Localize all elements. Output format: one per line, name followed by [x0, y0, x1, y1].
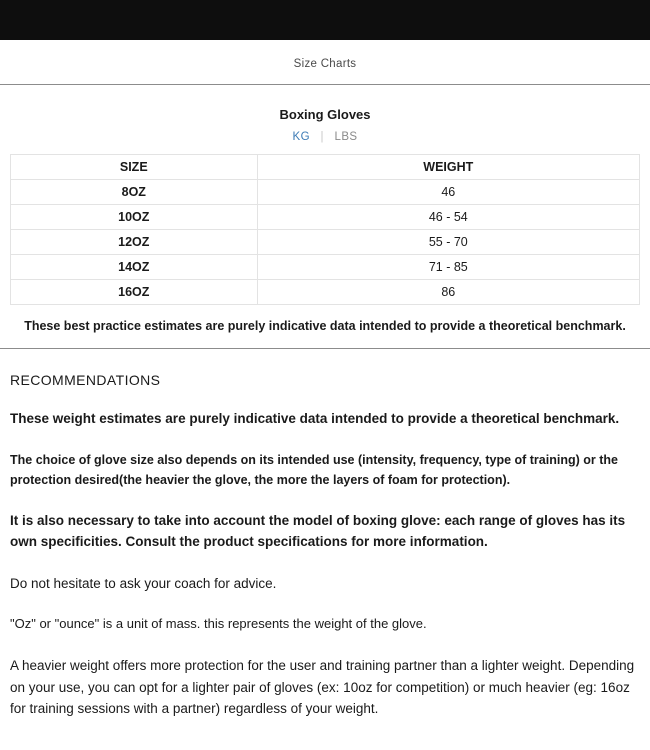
weight-value: 55 - 70 — [257, 230, 639, 255]
table-row — [11, 205, 640, 230]
table-header-row — [11, 155, 640, 180]
table-row — [11, 230, 640, 255]
weight-value: 71 - 85 — [257, 255, 639, 280]
unit-toggle — [0, 131, 650, 143]
column-header-weight: WEIGHT — [257, 155, 639, 180]
recommendation-paragraph: A heavier weight offers more protection for the user and training partner than a lighter weight. Depending on your use, you can opt for a lighter pair of gloves (ex: 10oz for competition) or much heavier (eg: 16oz for training sessions with a partner) regardless of your weight. — [10, 658, 635, 717]
size-value: 8OZ — [11, 180, 258, 205]
chart-title: Boxing Gloves — [279, 107, 371, 122]
column-header-size: SIZE — [11, 155, 258, 180]
weight-value: 46 - 54 — [257, 205, 639, 230]
size-value: 10OZ — [11, 205, 258, 230]
table-row — [11, 180, 640, 205]
table-row — [11, 280, 640, 305]
recommendations-heading: RECOMMENDATIONS — [10, 372, 161, 388]
weight-value: 86 — [257, 280, 639, 305]
recommendation-paragraph: Do not hesitate to ask your coach for advice. — [10, 575, 277, 591]
size-value: 16OZ — [11, 280, 258, 305]
table-row — [11, 255, 640, 280]
recommendations-section — [0, 372, 650, 720]
recommendation-paragraph: The choice of glove size also depends on its intended use (intensity, frequency, type of training) or the protection desired(the heavier the glove, the more the layers of foam for protection). — [10, 452, 618, 487]
size-value: 12OZ — [11, 230, 258, 255]
table-disclaimer-note: These best practice estimates are purely indicative data intended to provide a theoretical benchmark. — [24, 319, 626, 333]
unit-lbs-button[interactable]: LBS — [334, 131, 358, 143]
top-black-bar — [0, 0, 650, 40]
section-divider — [0, 348, 650, 349]
size-chart-table — [10, 154, 640, 305]
weight-value: 46 — [257, 180, 639, 205]
size-value: 14OZ — [11, 255, 258, 280]
recommendation-paragraph: These weight estimates are purely indicative data intended to provide a theoretical benchmark. — [10, 411, 620, 426]
recommendation-paragraph: "Oz" or "ounce" is a unit of mass. this represents the weight of the glove. — [10, 616, 427, 632]
unit-kg-button[interactable]: KG — [292, 131, 310, 143]
recommendation-paragraph: It is also necessary to take into account the model of boxing glove: each range of gloves has its own specificities. Consult the product specifications for more information. — [10, 512, 626, 550]
size-charts-header — [0, 40, 650, 85]
size-charts-title: Size Charts — [293, 58, 357, 70]
unit-separator: | — [320, 131, 324, 143]
